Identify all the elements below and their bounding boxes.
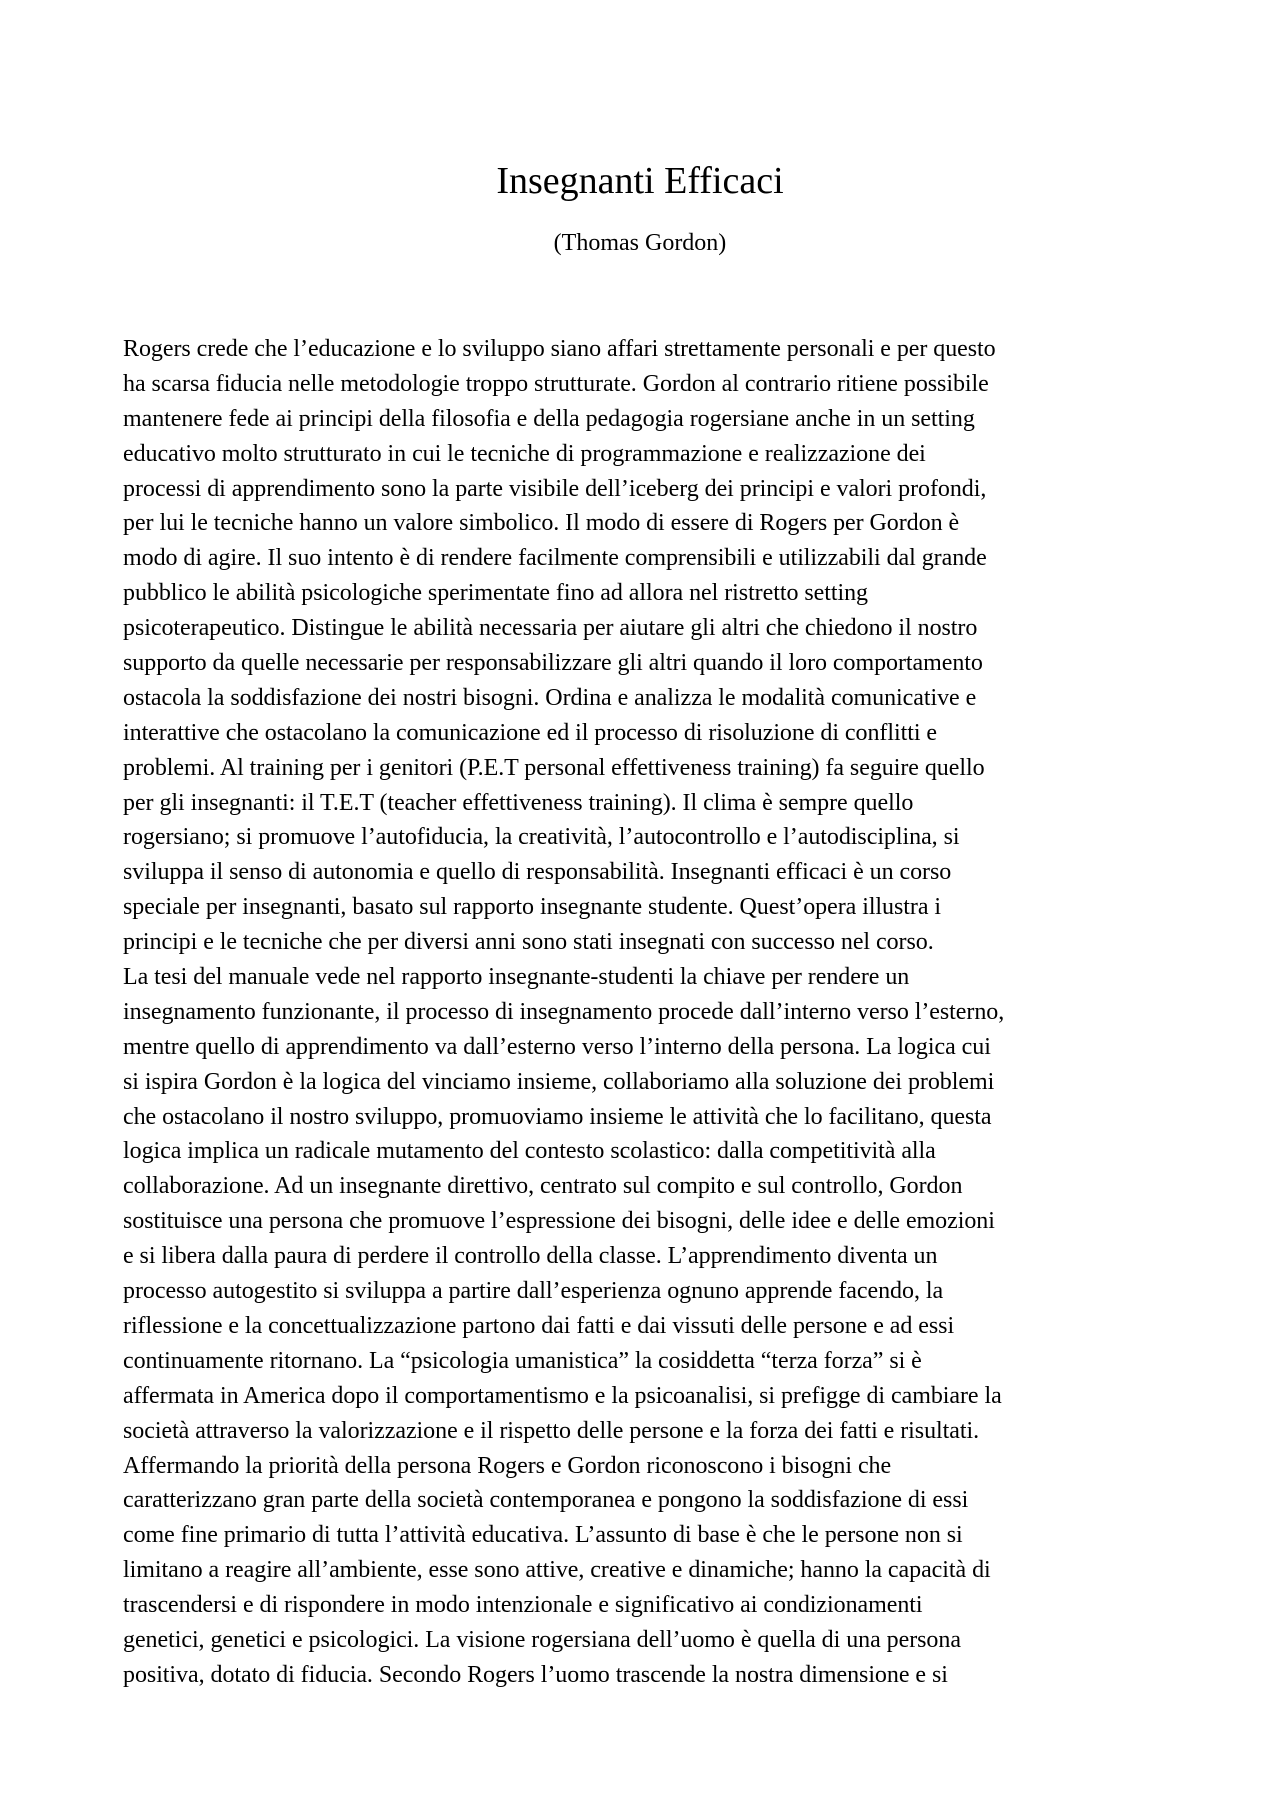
text-line: mentre quello di apprendimento va dall’esterno verso l’interno della persona. La logica cui xyxy=(123,1033,991,1060)
text-line: supporto da quelle necessarie per responsabilizzare gli altri quando il loro comportamento xyxy=(123,650,983,677)
text-line: modo di agire. Il suo intento è di rendere facilmente comprensibili e utilizzabili dal grande xyxy=(123,545,987,572)
text-line: trascendersi e di rispondere in modo intenzionale e significativo ai condizionamenti xyxy=(123,1592,923,1619)
text-line: educativo molto strutturato in cui le tecniche di programmazione e realizzazione dei xyxy=(123,440,926,467)
document-title: Insegnanti Efficaci xyxy=(496,160,784,202)
text-line: Rogers crede che l’educazione e lo sviluppo siano affari strettamente personali e per questo xyxy=(123,336,996,362)
text-line: per lui le tecniche hanno un valore simbolico. Il modo di essere di Rogers per Gordon è xyxy=(123,510,960,537)
text-line: principi e le tecniche che per diversi anni sono stati insegnati con successo nel corso. xyxy=(123,929,934,956)
text-line: come fine primario di tutta l’attività educativa. L’assunto di base è che le persone non si xyxy=(123,1522,963,1549)
text-line: processi di apprendimento sono la parte visibile dell’iceberg dei principi e valori profondi, xyxy=(123,475,987,502)
text-line: mantenere fede ai principi della filosofia e della pedagogia rogersiane anche in un setting xyxy=(123,405,975,432)
text-line: logica implica un radicale mutamento del contesto scolastico: dalla competitività alla xyxy=(123,1138,936,1165)
text-line: rogersiano; si promuove l’autofiducia, la creatività, l’autocontrollo e l’autodisciplina, si xyxy=(123,824,960,851)
text-line: limitano a reagire all’ambiente, esse sono attive, creative e dinamiche; hanno la capacità di xyxy=(123,1557,991,1584)
text-line: speciale per insegnanti, basato sul rapporto insegnante studente. Quest’opera illustra i xyxy=(123,894,942,921)
text-line: sostituisce una persona che promuove l’espressione dei bisogni, delle idee e delle emozioni xyxy=(123,1208,995,1235)
text-line: e si libera dalla paura di perdere il controllo della classe. L’apprendimento diventa un xyxy=(123,1243,938,1270)
document-subtitle: (Thomas Gordon) xyxy=(553,230,727,256)
text-line: psicoterapeutico. Distingue le abilità necessaria per aiutare gli altri che chiedono il nostro xyxy=(123,615,978,642)
text-line: sviluppa il senso di autonomia e quello di responsabilità. Insegnanti efficaci è un corso xyxy=(123,859,952,886)
text-line: si ispira Gordon è la logica del vinciamo insieme, collaboriamo alla soluzione dei problemi xyxy=(123,1068,995,1095)
text-line: collaborazione. Ad un insegnante direttivo, centrato sul compito e sul controllo, Gordon xyxy=(123,1173,963,1200)
text-line: continuamente ritornano. La “psicologia umanistica” la cosiddetta “terza forza” si è xyxy=(123,1347,922,1374)
text-line: genetici, genetici e psicologici. La visione rogersiana dell’uomo è quella di una persona xyxy=(123,1626,961,1653)
text-line: Affermando la priorità della persona Rogers e Gordon riconoscono i bisogni che xyxy=(123,1452,892,1479)
text-line: per gli insegnanti: il T.E.T (teacher effettiveness training). Il clima è sempre quello xyxy=(123,789,914,816)
text-line: caratterizzano gran parte della società contemporanea e pongono la soddisfazione di essi xyxy=(123,1487,969,1514)
text-line: problemi. Al training per i genitori (P.E.T personal effettiveness training) fa seguire quello xyxy=(123,754,985,781)
text-line: che ostacolano il nostro sviluppo, promuoviamo insieme le attività che lo facilitano, questa xyxy=(123,1103,992,1130)
text-line: ostacola la soddisfazione dei nostri bisogni. Ordina e analizza le modalità comunicative e xyxy=(123,684,977,711)
text-line: interattive che ostacolano la comunicazione ed il processo di risoluzione di conflitti e xyxy=(123,719,937,746)
text-line: pubblico le abilità psicologiche sperimentate fino ad allora nel ristretto setting xyxy=(123,580,869,607)
text-line: La tesi del manuale vede nel rapporto insegnante-studenti la chiave per rendere un xyxy=(123,964,910,991)
text-line: ha scarsa fiducia nelle metodologie troppo strutturate. Gordon al contrario ritiene possibile xyxy=(123,370,989,397)
text-line: società attraverso la valorizzazione e il rispetto delle persone e la forza dei fatti e risultati. xyxy=(123,1417,980,1444)
text-line: insegnamento funzionante, il processo di insegnamento procede dall’interno verso l’esterno, xyxy=(123,998,1005,1025)
text-line: riflessione e la concettualizzazione partono dai fatti e dai vissuti delle persone e ad essi xyxy=(123,1312,955,1339)
text-line: processo autogestito si sviluppa a partire dall’esperienza ognuno apprende facendo, la xyxy=(123,1278,944,1305)
body-paragraph xyxy=(123,332,1183,1693)
text-line: positiva, dotato di fiducia. Secondo Rogers l’uomo trascende la nostra dimensione e si xyxy=(123,1661,948,1688)
text-line: affermata in America dopo il comportamentismo e la psicoanalisi, si prefigge di cambiare la xyxy=(123,1382,1002,1409)
